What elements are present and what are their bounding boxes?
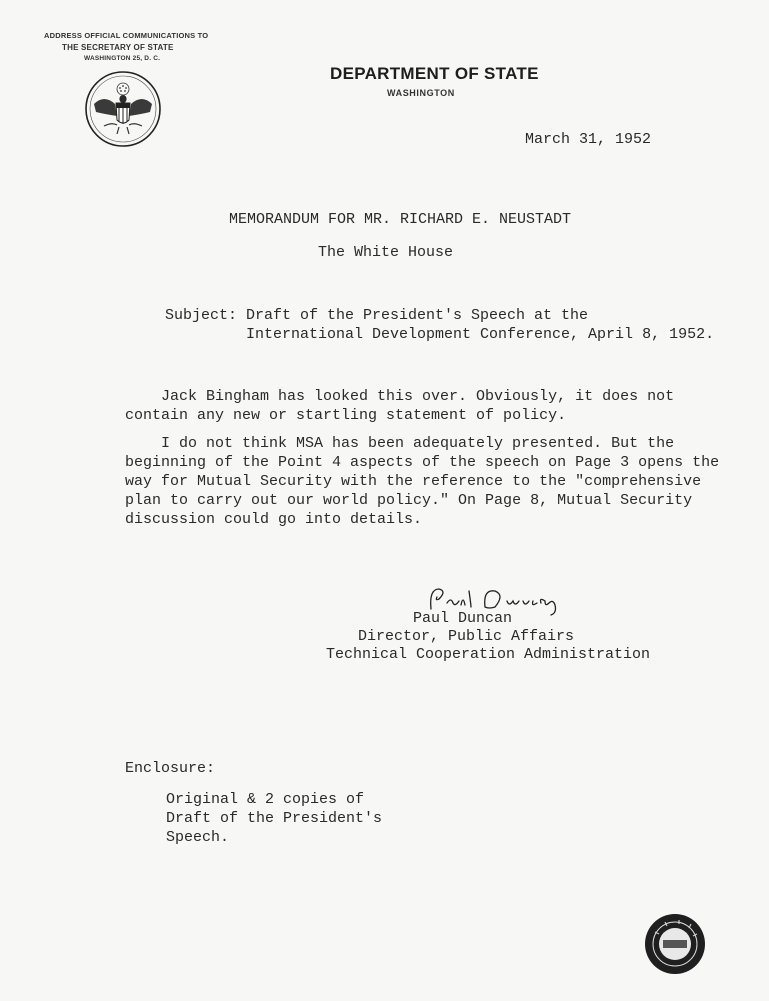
department-name: DEPARTMENT OF STATE xyxy=(330,64,539,83)
paragraph-2-line-4: plan to carry out our world policy." On Page 8, Mutual Security xyxy=(125,492,693,509)
paragraph-1 xyxy=(125,387,674,425)
signer-organization: Technical Cooperation Administration xyxy=(326,646,651,663)
great-seal-eagle-icon xyxy=(84,70,162,148)
enclosure-line-3: Speech. xyxy=(166,829,230,846)
paragraph-2-line-2: beginning of the Point 4 aspects of the speech on Page 3 opens the xyxy=(125,454,720,471)
enclosure-line-2: Draft of the President's xyxy=(166,810,383,827)
paragraph-2-line-5: discussion could go into details. xyxy=(125,511,423,528)
paragraph-1-line-1: Jack Bingham has looked this over. Obviously, it does not xyxy=(161,388,675,405)
enclosure-list xyxy=(166,790,382,847)
address-line-3: WASHINGTON 25, D. C. xyxy=(84,55,161,62)
subject-line-2: International Development Conference, April 8, 1952. xyxy=(246,326,715,343)
department-city: WASHINGTON xyxy=(387,88,455,98)
recipient-office: The White House xyxy=(318,244,454,261)
paragraph-1-line-2: contain any new or startling statement of policy. xyxy=(125,407,567,424)
subject-label: Subject: xyxy=(165,307,238,324)
enclosure-line-1: Original & 2 copies of xyxy=(166,791,365,808)
signer-title: Director, Public Affairs xyxy=(358,628,575,645)
enclosure-label: Enclosure: xyxy=(125,760,216,777)
archive-stamp-icon xyxy=(643,912,707,976)
memo-heading: MEMORANDUM FOR MR. RICHARD E. NEUSTADT xyxy=(229,211,572,228)
paragraph-2 xyxy=(125,434,719,529)
subject-line-1: Draft of the President's Speech at the xyxy=(246,307,589,324)
signer-name: Paul Duncan xyxy=(413,610,513,627)
address-line-1: ADDRESS OFFICIAL COMMUNICATIONS TO xyxy=(44,31,209,40)
paragraph-2-line-3: way for Mutual Security with the reference to the "comprehensive xyxy=(125,473,702,490)
paragraph-2-line-1: I do not think MSA has been adequately presented. But the xyxy=(161,435,675,452)
address-line-2: THE SECRETARY OF STATE xyxy=(62,43,174,52)
memo-date: March 31, 1952 xyxy=(525,131,652,148)
